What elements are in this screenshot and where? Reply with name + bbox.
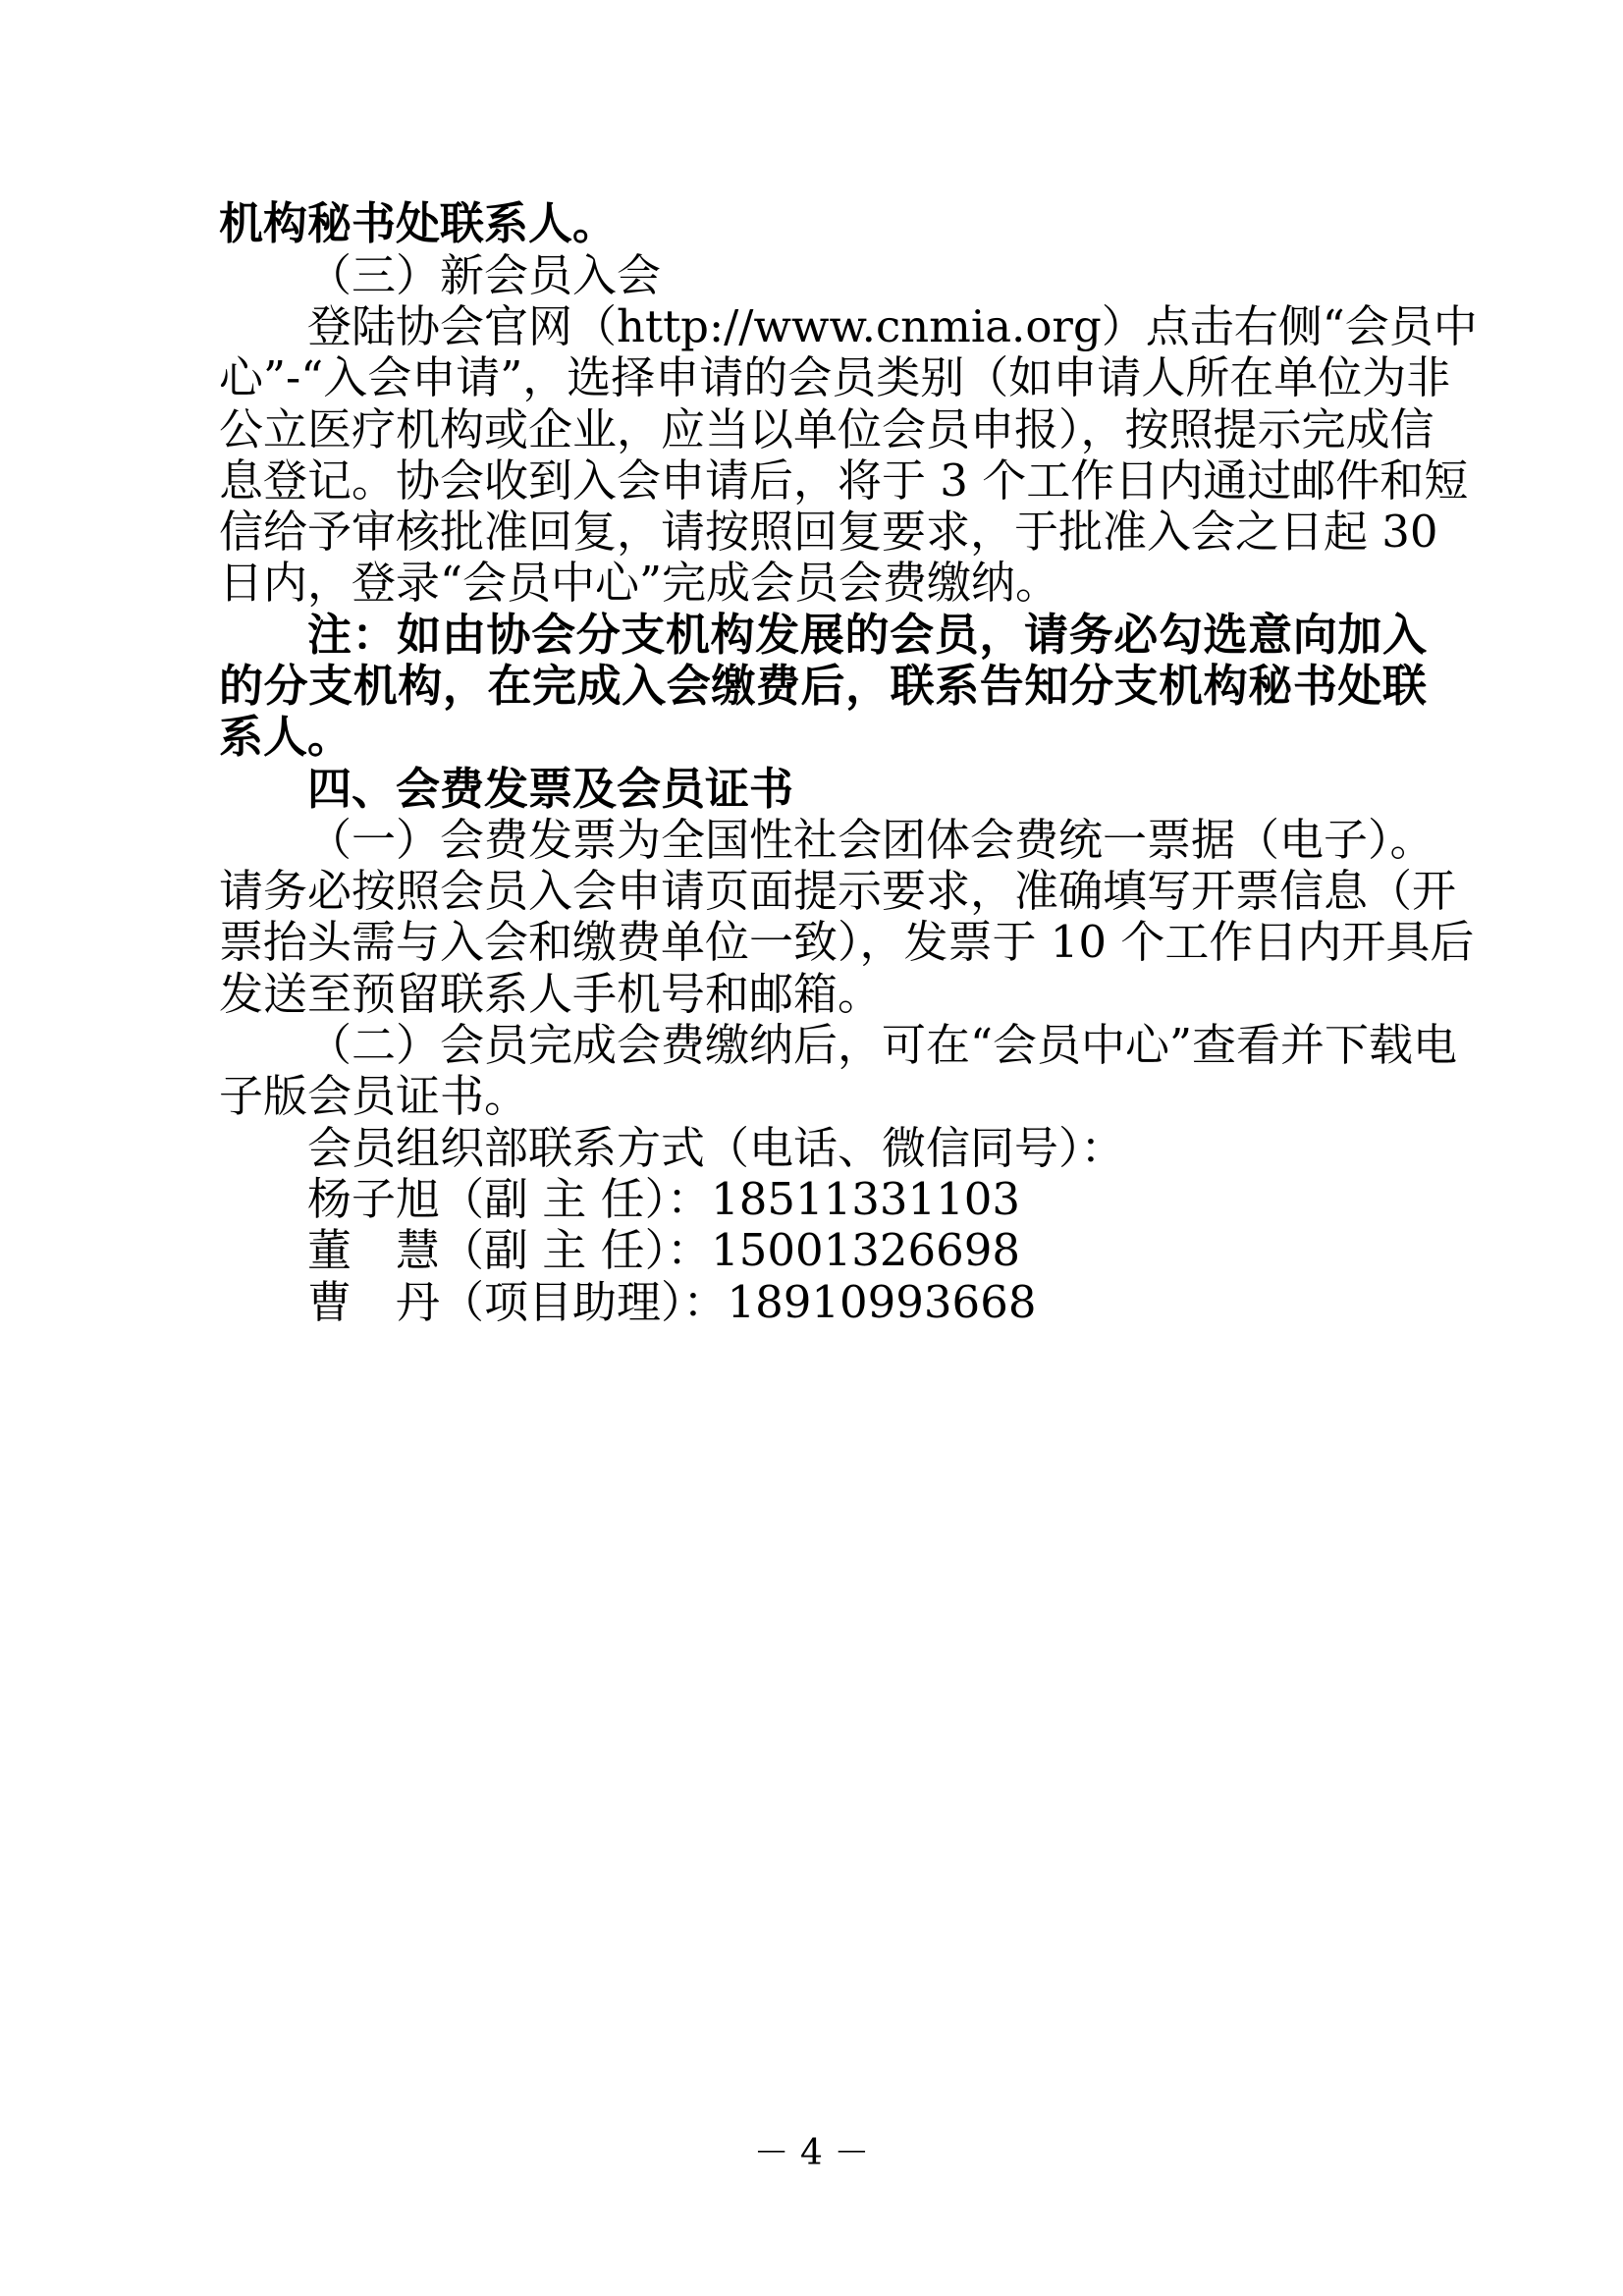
sub4-2-line-1: （二）会员完成会费缴纳后，可在“会员中心”查看并下载电 — [307, 1019, 1458, 1071]
note-line-2: 的分支机构，在完成入会缴费后，联系告知分支机构秘书处联 — [219, 660, 1427, 712]
contact-name: 曹丹 — [307, 1276, 440, 1328]
sub3-line-2: 心”-“入会申请”，选择申请的会员类别（如申请人所在单位为非 — [219, 351, 1451, 403]
contact-phone: 18910993668 — [727, 1276, 1037, 1328]
sub3-line-1: 登陆协会官网（http://www.cnmia.org）点击右侧“会员中 — [307, 300, 1478, 352]
contact-heading: 会员组织部联系方式（电话、微信同号）： — [307, 1122, 1125, 1174]
sub4-1-line-2: 请务必按照会员入会申请页面提示要求，准确填写开票信息（开 — [219, 865, 1457, 917]
contact-row — [307, 1225, 1020, 1276]
contact-phone: 15001326698 — [711, 1224, 1021, 1276]
contact-phone: 18511331103 — [711, 1173, 1021, 1225]
sub3-line-3: 公立医疗机构或企业，应当以单位会员申报），按照提示完成信 — [219, 403, 1434, 455]
section4-heading: 四、会费发票及会员证书 — [307, 763, 794, 815]
sub4-1-line-1: （一）会费发票为全国性社会团体会费统一票据（电子）。 — [307, 814, 1434, 866]
sub3-heading: （三）新会员入会 — [307, 249, 662, 301]
section-intro-tail: 机构秘书处联系人。 — [219, 197, 618, 249]
contact-role: （副 主 任）： — [440, 1224, 712, 1276]
sub3-line-6: 日内，登录“会员中心”完成会员会费缴纳。 — [219, 557, 1060, 609]
contact-role: （副 主 任）： — [440, 1173, 712, 1225]
sub4-1-line-3: 票抬头需与入会和缴费单位一致），发票于 10 个工作日内开具后 — [219, 916, 1475, 968]
sub4-2-line-2: 子版会员证书。 — [219, 1070, 529, 1122]
contact-row — [307, 1174, 1020, 1225]
sub4-1-line-4: 发送至预留联系人手机号和邮箱。 — [219, 968, 883, 1020]
contact-name: 董慧 — [307, 1224, 440, 1276]
sub3-line-5: 信给予审核批准回复，请按照回复要求，于批准入会之日起 30 — [219, 506, 1438, 558]
page-number: － 4 － — [753, 2133, 870, 2173]
contact-row — [307, 1277, 1036, 1328]
contact-role: （项目助理）： — [440, 1276, 728, 1328]
sub3-line-4: 息登记。协会收到入会申请后，将于 3 个工作日内通过邮件和短 — [219, 454, 1469, 507]
note-line-1: 注：如由协会分支机构发展的会员，请务必勾选意向加入 — [307, 609, 1427, 661]
contact-name: 杨子旭 — [307, 1173, 441, 1225]
note-line-3: 系人。 — [219, 711, 352, 763]
